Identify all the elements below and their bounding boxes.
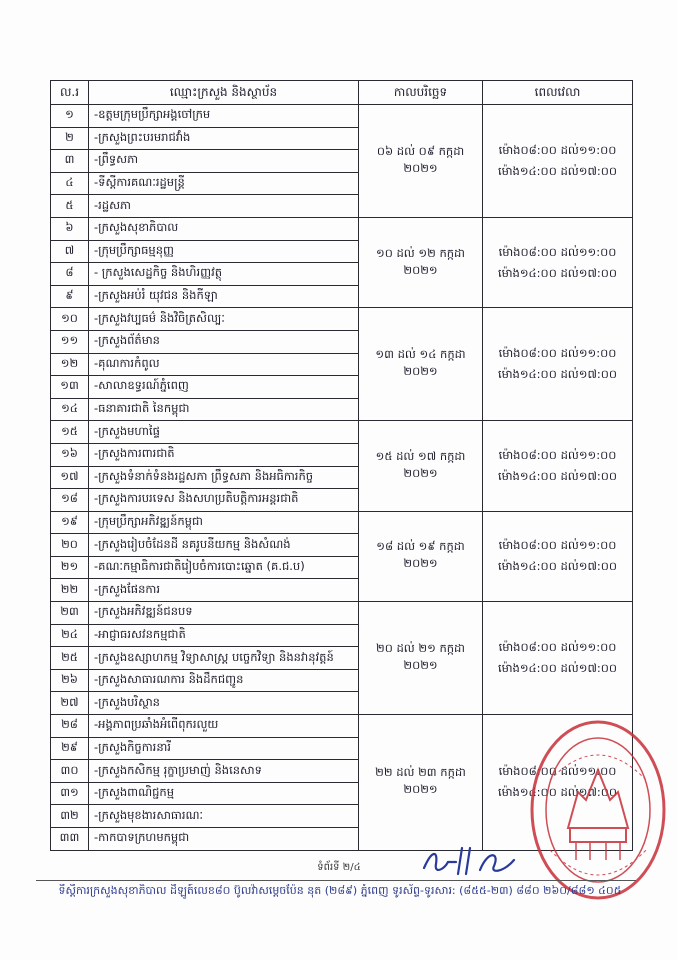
ministry-name: -អាជ្ញាធរសវនកម្មជាតិ [89, 624, 359, 647]
time-slots [483, 308, 633, 421]
table-header-row [51, 81, 633, 105]
page-number: ទំព័រទី ២/៤ [317, 862, 361, 873]
time-slots [483, 105, 633, 218]
footer-divider [36, 880, 636, 881]
row-number: ១១ [51, 330, 89, 353]
row-number: ២៥ [51, 647, 89, 670]
ministry-name: -ក្រសួងព្រះបរមរាជវាំង [89, 127, 359, 150]
row-number: ២៤ [51, 624, 89, 647]
ministry-name: -គណៈកម្មាធិការជាតិរៀបចំការបោះឆ្នោត (គ.ជ.ប) [89, 556, 359, 579]
ministry-name: -ក្រសួងឧស្សាហកម្ម វិទ្យាសាស្ត្រ បច្ចេកវិទ្យា និងនវានុវត្តន៍ [89, 647, 359, 670]
row-number: ៣២ [51, 805, 89, 828]
row-number: ២២ [51, 579, 89, 602]
ministry-name: -រដ្ឋសភា [89, 195, 359, 218]
row-number: ១៥ [51, 421, 89, 444]
morning-slot: ម៉ោង០៨:០០ ដល់១១:០០ [498, 244, 617, 259]
morning-slot: ម៉ោង០៨:០០ ដល់១១:០០ [498, 346, 617, 361]
row-number: ៣ [51, 150, 89, 173]
row-number: ៦ [51, 217, 89, 240]
row-number: ១៦ [51, 443, 89, 466]
row-number: ២៨ [51, 715, 89, 738]
row-number: ១២ [51, 353, 89, 376]
morning-slot: ម៉ោង០៨:០០ ដល់១១:០០ [498, 640, 617, 655]
morning-slot: ម៉ោង០៨:០០ ដល់១១:០០ [498, 538, 617, 553]
row-number: ៣៣ [51, 828, 89, 851]
table-row [51, 217, 633, 240]
ministry-name: -ក្រសួងការបរទេស និងសហប្រតិបត្តិការអន្តរជាតិ [89, 489, 359, 512]
morning-slot: ម៉ោង០៨:០០ ដល់១១:០០ [498, 764, 617, 779]
ministry-name: -ឧត្តមក្រុមប្រឹក្សាអង្គចៅក្រម [89, 105, 359, 128]
date-range: ២០ ដល់ ២១ កក្កដា ២០២១ [359, 602, 483, 715]
row-number: ២៩ [51, 737, 89, 760]
row-number: ៨ [51, 263, 89, 286]
row-number: ២៦ [51, 669, 89, 692]
date-range: ១៣ ដល់ ១៤ កក្កដា ២០២១ [359, 308, 483, 421]
ministry-name: -ក្រសួងបរិស្ថាន [89, 692, 359, 715]
ministry-name: -ក្រសួងអភិវឌ្ឍន៍ជនបទ [89, 602, 359, 625]
ministry-name: -ក្រសួងការពារជាតិ [89, 443, 359, 466]
table-row [51, 511, 633, 534]
ministry-name: -កាកបាទក្រហមកម្ពុជា [89, 828, 359, 851]
header-number: ល.រ [51, 81, 89, 105]
afternoon-slot: ម៉ោង១៤:០០ ដល់១៧:០០ [497, 367, 618, 382]
row-number: ៧ [51, 240, 89, 263]
ministry-name: -ក្រសួងសាធារណការ និងដឹកជញ្ជូន [89, 669, 359, 692]
ministry-name: -ក្រុមប្រឹក្សាអភិវឌ្ឍន៍កម្ពុជា [89, 511, 359, 534]
row-number: ៣១ [51, 782, 89, 805]
row-number: ៤ [51, 172, 89, 195]
time-slots [483, 421, 633, 511]
row-number: ២ [51, 127, 89, 150]
footer-address: ទីស្ដីការក្រសួងសុខាភិបាល ដីឡូត៍លេខ៨០ ប៊ូលវ៉ាសម្ដេចប៉ែន នុត (២៨៩) ភ្នំពេញ ទូរស័ព្ទ-ទូរសារ: (៨៥៥-២៣) ៨៨០ ២៦០/៨៨១ ៤០៥ [58, 884, 622, 897]
header-time: ពេលវេលា [483, 81, 633, 105]
ministry-name: -ក្រសួងព័ត៌មាន [89, 330, 359, 353]
row-number: ១ [51, 105, 89, 128]
ministry-name: -អង្គភាពប្រឆាំងអំពើពុករលួយ [89, 715, 359, 738]
date-range: ១០ ដល់ ១២ កក្កដា ២០២១ [359, 217, 483, 307]
table-row [51, 308, 633, 331]
ministry-name: -សាលាឧទ្ធរណ៍ភ្នំពេញ [89, 376, 359, 399]
row-number: ២៧ [51, 692, 89, 715]
time-slots [483, 217, 633, 307]
afternoon-slot: ម៉ោង១៤:០០ ដល់១៧:០០ [497, 469, 618, 483]
date-range: ១៨ ដល់ ១៩ កក្កដា ២០២១ [359, 511, 483, 601]
row-number: ២១ [51, 556, 89, 579]
ministry-name: -ក្រសួងរៀបចំដែនដី នគរូបនីយកម្ម និងសំណង់ [89, 534, 359, 557]
official-seal [520, 700, 670, 910]
date-range: ០៦ ដល់ ០៩ កក្កដា ២០២១ [359, 105, 483, 218]
afternoon-slot: ម៉ោង១៤:០០ ដល់១៧:០០ [497, 265, 618, 280]
row-number: ៩ [51, 285, 89, 308]
ministry-name: -គុណការកំពូល [89, 353, 359, 376]
ministry-name: -ក្រសួងផែនការ [89, 579, 359, 602]
afternoon-slot: ម៉ោង១៤:០០ ដល់១៧:០០ [497, 163, 618, 178]
header-ministry-name: ឈ្មោះក្រសួង និងស្ថាប័ន [89, 81, 359, 105]
table-row [51, 602, 633, 625]
ministry-name: -ក្រសួងសុខាភិបាល [89, 217, 359, 240]
date-range: ១៥ ដល់ ១៧ កក្កដា ២០២១ [359, 421, 483, 511]
header-date: កាលបរិច្ឆេទ [359, 81, 483, 105]
ministry-name: -ក្រសួងកសិកម្ម រុក្ខាប្រមាញ់ និងនេសាទ [89, 760, 359, 783]
ministry-name: -ក្រសួងកិច្ចការនារី [89, 737, 359, 760]
ministry-name: -ក្រុមប្រឹក្សាធម្មនុញ្ញ [89, 240, 359, 263]
morning-slot: ម៉ោង០៨:០០ ដល់១១:០០ [498, 142, 617, 157]
afternoon-slot: ម៉ោង១៤:០០ ដល់១៧:០០ [497, 661, 618, 676]
ministry-name: -ក្រសួងមហាផ្ទៃ [89, 421, 359, 444]
ministry-name: -ក្រសួងពាណិជ្ជកម្ម [89, 782, 359, 805]
time-slots [483, 511, 633, 601]
row-number: ១៩ [51, 511, 89, 534]
ministry-name: -ទីស្ដីការគណៈរដ្ឋមន្ត្រី [89, 172, 359, 195]
ministry-name: -ក្រសួងអប់រំ យុវជន និងកីឡា [89, 285, 359, 308]
table-row [51, 105, 633, 128]
morning-slot: ម៉ោង០៨:០០ ដល់១១:០០ [498, 448, 617, 462]
afternoon-slot: ម៉ោង១៤:០០ ដល់១៧:០០ [497, 559, 618, 574]
ministry-name: -ធនាគារជាតិ នៃកម្ពុជា [89, 398, 359, 421]
table-row [51, 421, 633, 444]
row-number: ៥ [51, 195, 89, 218]
row-number: ២៣ [51, 602, 89, 625]
ministry-name: -ក្រសួងមុខងារសាធារណៈ [89, 805, 359, 828]
ministry-name: -ក្រសួងវប្បធម៌ និងវិចិត្រសិល្បៈ [89, 308, 359, 331]
time-slots [483, 602, 633, 715]
row-number: ១៧ [51, 466, 89, 489]
row-number: ៣០ [51, 760, 89, 783]
row-number: ១៨ [51, 489, 89, 512]
row-number: ២០ [51, 534, 89, 557]
row-number: ១៣ [51, 376, 89, 399]
ministry-name: - ក្រសួងសេដ្ឋកិច្ច និងហិរញ្ញវត្ថុ [89, 263, 359, 286]
ministry-name: -ព្រឹទ្ធសភា [89, 150, 359, 173]
row-number: ១៤ [51, 398, 89, 421]
ministry-name: -ក្រសួងទំនាក់ទំនងរដ្ឋសភា ព្រឹទ្ធសភា និងអធិការកិច្ច [89, 466, 359, 489]
afternoon-slot: ម៉ោង១៤:០០ ដល់១៧:០០ [497, 785, 618, 800]
row-number: ១០ [51, 308, 89, 331]
date-range: ២២ ដល់ ២៣ កក្កដា ២០២១ [359, 715, 483, 851]
